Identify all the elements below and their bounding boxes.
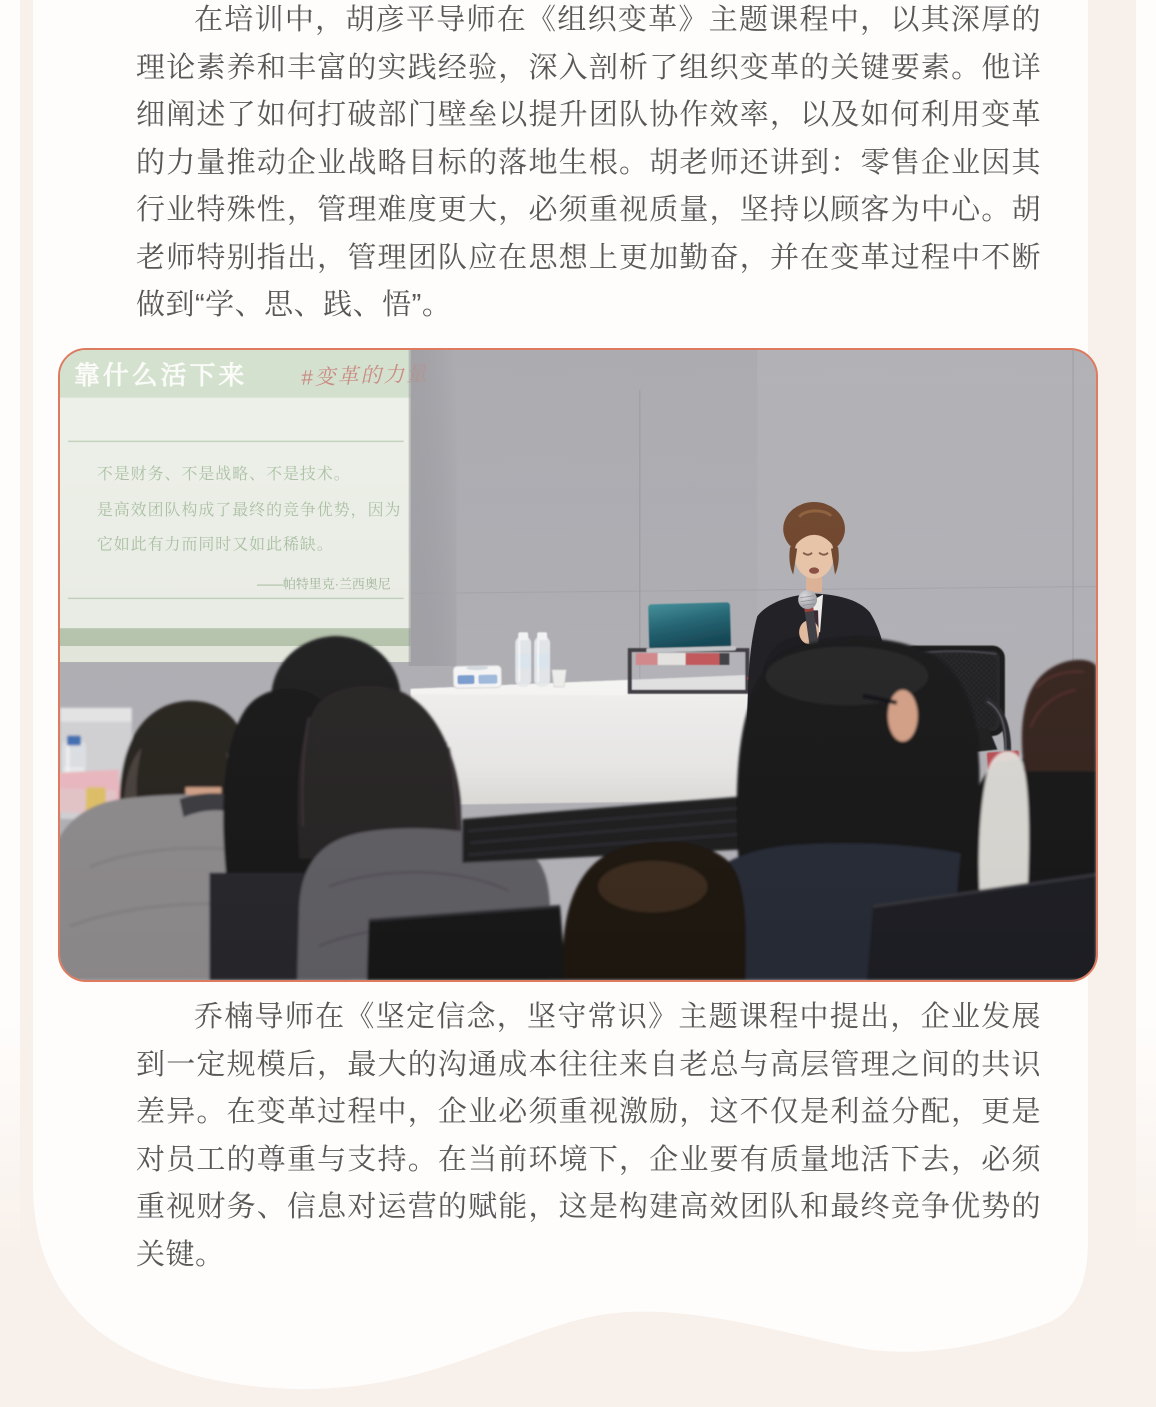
article-paragraph-1: 在培训中，胡彦平导师在《组织变革》主题课程中，以其深厚的理论素养和丰富的实践经验，深入剖析了组织变革的关键要素。他详细阐述了如何打破部门壁垒以提升团队协作效率，以及如何利用变革的力量推动企业战略目标的落地生根。胡老师还讲到：零售企业因其行业特殊性，管理难度更大，必须重视质量，坚持以顾客为中心。胡老师特别指出，管理团队应在思想上更加勤奋，并在变革过程中不断做到“学、思、践、悟”。 [136,4,1041,321]
article-paragraph-2: 乔楠导师在《坚定信念，坚守常识》主题课程中提出，企业发展到一定规模后，最大的沟通成本往往来自老总与高层管理之间的共识差异。在变革过程中，企业必须重视激励，这不仅是利益分配，更是对员工的尊重与支持。在当前环境下，企业要有质量地活下去，必须重视财务、信息对运营的赋能，这是构建高效团队和最终竞争优势的关键。 [136,1001,1041,1271]
training-photo[interactable] [58,348,1098,982]
photo-light-overlay [60,350,1096,980]
training-photo-scene [60,350,1096,980]
